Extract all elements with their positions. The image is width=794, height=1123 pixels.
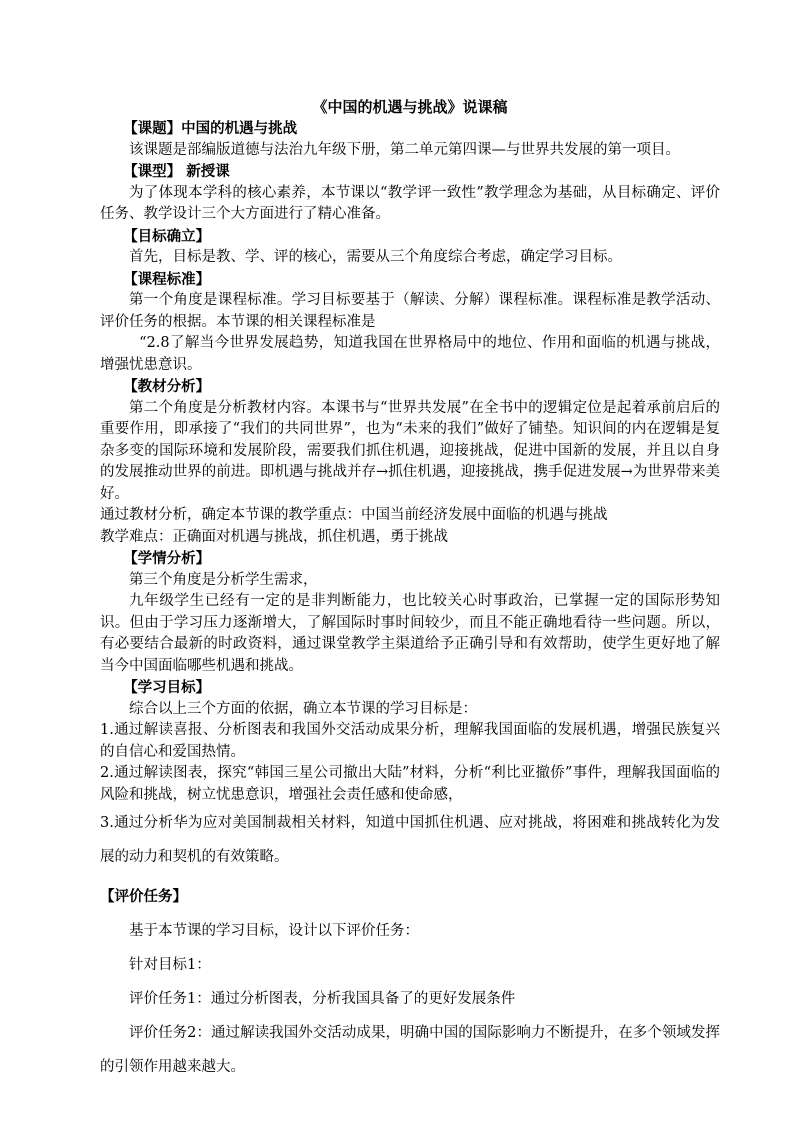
paragraph-difficulties: 教学难点：正确面对机遇与挑战，抓住机遇，勇于挑战	[100, 528, 448, 545]
list-item-goal-1: 1.通过解读喜报、分析图表和我国外交活动成果分析，理解我国面临的发展机遇，增强民族复兴的自信心和爱国热情。	[100, 722, 720, 760]
paragraph-intro: 为了体现本学科的核心素养，本节课以“教学评一致性”教学理念为基础，从目标确定、评价任务、教学设计三个大方面进行了精心准备。	[100, 184, 720, 222]
heading-lesson-type: 【课型】 新授课	[123, 163, 230, 180]
paragraph-evaluation-task-1: 评价任务1：通过分析图表，分析我国具备了的更好发展条件	[129, 991, 516, 1007]
paragraph-target-1: 针对目标1：	[129, 957, 211, 973]
paragraph-textbook-analysis: 第二个角度是分析教材内容。本课书与“世界共发展”在全书中的逻辑定位是起着承前启后的重要作用，即承接了“我们的共同世界”，也为“未来的我们”做好了铺垫。知识间的内在逻辑是复杂多变的国际环境和发展阶段，需要我们抓住机遇，迎接挑战，促进中国新的发展，并且以自身的发展推动世界的前进。即机遇与挑战并存→抓住机遇，迎接挑战，携手促进发展→为世界带来美好。	[100, 399, 720, 502]
heading-goal-setting: 【目标确立】	[123, 227, 211, 245]
paragraph-student-needs: 第三个角度是分析学生需求，	[129, 571, 318, 588]
heading-student-analysis: 【学情分析】	[123, 550, 211, 567]
paragraph-key-points: 通过教材分析，确定本节课的教学重点：中国当前经济发展中面临的机遇与挑战	[100, 507, 608, 523]
paragraph-evaluation-task-2: 评价任务2：通过解读我国外交活动成果，明确中国的国际影响力不断提升，在多个领域发挥的引领作用越来越大。	[100, 1025, 720, 1075]
heading-textbook-analysis: 【教材分析】	[123, 378, 211, 395]
list-item-goal-3: 3.通过分析华为应对美国制裁相关材料，知道中国抓住机遇、应对挑战，将困难和挑战转化为发展的动力和契机的有效策略。	[100, 815, 720, 865]
paragraph-topic-description: 该课题是部编版道德与法治九年级下册，第二单元第四课—与世界共发展的第一项目。	[129, 141, 680, 158]
paragraph-goal-core: 首先，目标是教、学、评的核心，需要从三个角度综合考虑，确定学习目标。	[129, 249, 622, 265]
list-item-goal-2: 2.通过解读图表，探究“韩国三星公司撤出大陆”材料，分析“利比亚撤侨”事件，理解我国面临的风险和挑战，树立忧患意识，增强社会责任感和使命感，	[100, 765, 720, 803]
heading-evaluation-tasks: 【评价任务】	[100, 888, 187, 905]
paragraph-learning-goals-intro: 综合以上三个方面的依据，确立本节课的学习目标是：	[129, 700, 477, 717]
heading-curriculum-standard: 【课程标准】	[123, 270, 211, 288]
document-page	[100, 96, 720, 1084]
paragraph-standard-quote: “2.8了解当今世界发展趋势，知道我国在世界格局中的地位、作用和面临的机遇与挑战，增强忧患意识。	[100, 335, 720, 373]
document-title: 《中国的机遇与挑战》说课稿	[312, 98, 508, 116]
paragraph-student-analysis: 九年级学生已经有一定的是非判断能力，也比较关心时事政治，已掌握一定的国际形势知识。但由于学习压力逐渐增大，了解国际时事时间较少，而且不能正确地看待一些问题。所以，有必要结合最新的时政资料，通过课堂教学主渠道给予正确引导和有效帮助，使学生更好地了解当今中国面临哪些机遇和挑战。	[100, 593, 720, 674]
paragraph-evaluation-intro: 基于本节课的学习目标，设计以下评价任务：	[129, 923, 419, 939]
heading-learning-goals: 【学习目标】	[123, 679, 211, 696]
heading-topic: 【课题】中国的机遇与挑战	[123, 120, 298, 137]
paragraph-curriculum-standard: 第一个角度是课程标准。学习目标要基于（解读、分解）课程标准。课程标准是教学活动、评价任务的根据。本节课的相关课程标准是	[100, 292, 720, 330]
